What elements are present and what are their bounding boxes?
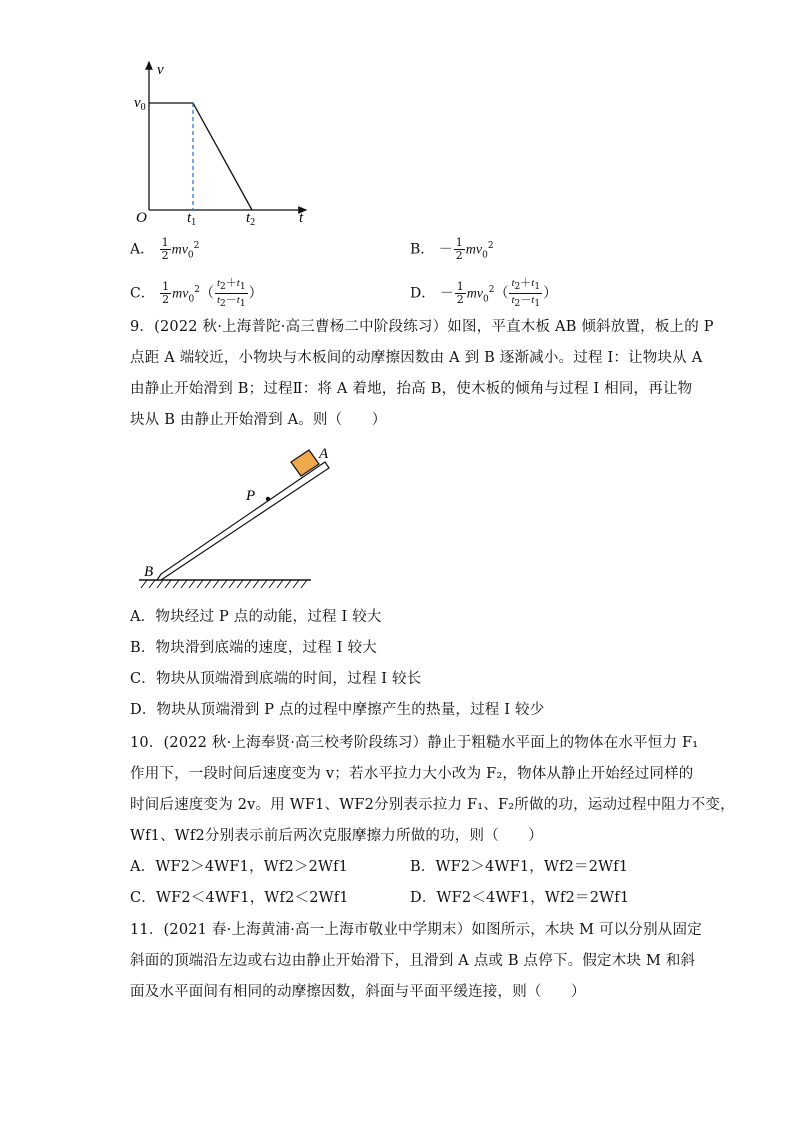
origin-label: O [136, 210, 147, 226]
q11-stem-line1: 11．(2021 春·上海黄浦·高一上海市敬业中学期末）如图所示，木块 M 可以分别从固定 [130, 922, 702, 938]
axis-v-label: v [157, 62, 164, 78]
q10-option-c[interactable]: C．WF2＜4WF1，Wf2＜2Wf1 [130, 890, 349, 906]
v0-label: $v_0$ [134, 95, 146, 113]
q9-stem-line4: 块从 B 由静止开始滑到 A。则（ ） [130, 412, 387, 428]
wooden-board [157, 462, 329, 580]
q9-option-c[interactable]: C．物块从顶端滑到底端的时间，过程 I 较长 [130, 671, 422, 687]
label-p: P [246, 488, 256, 504]
q10-option-a[interactable]: A．WF2＞4WF1，Wf2＞2Wf1 [130, 859, 349, 875]
t1-label: $t_1$ [187, 210, 197, 226]
q10-stem-line3: 时间后速度变为 2v。用 WF1、WF2分别表示拉力 F₁、F₂所做的功，运动过程中阻力不变， [130, 797, 735, 813]
q9-stem-line2: 点距 A 端较近，小物块与木板间的动摩擦因数由 A 到 B 逐渐减小。过程 I：让物块从 A [130, 350, 703, 366]
q10-stem-line4: Wf1、Wf2分别表示前后两次克服摩擦力所做的功，则（ ） [130, 828, 543, 844]
q10-option-b[interactable]: B．WF2＞4WF1，Wf2＝2Wf1 [410, 859, 629, 875]
q10-option-d[interactable]: D．WF2＜4WF1，Wf2＝2Wf1 [410, 890, 630, 906]
q8-option-d[interactable]: D． － $\frac{1}{2}$ $mv_0^2$（ $\frac{t_2+t_1}{t_2-t_1}$ ） [410, 276, 558, 310]
q8-option-b[interactable]: B． － $\frac{1}{2}$ $mv_0^2$ [410, 236, 494, 263]
q9-stem-line1: 9．(2022 秋·上海普陀·高三曹杨二中阶段练习）如图，平直木板 AB 倾斜放置，板上的 P [130, 319, 714, 335]
velocity-time-graph [130, 56, 320, 226]
ground-hatching [141, 580, 307, 588]
velocity-curve [149, 103, 252, 210]
q11-stem-line2: 斜面的顶端沿左边或右边由静止开始滑下，且滑到 A 点或 B 点停下。假定木块 M 和斜 [130, 953, 696, 969]
label-b: B [144, 564, 154, 580]
inclined-board-figure [135, 440, 335, 590]
q8-option-a[interactable]: A． $\frac{1}{2}$ $mv_0^2$ [130, 236, 200, 263]
q9-option-d[interactable]: D．物块从顶端滑到 P 点的过程中摩擦产生的热量，过程 I 较少 [130, 702, 545, 718]
t2-label: $t_2$ [246, 210, 256, 226]
q11-stem-line3: 面及水平面间有相同的动摩擦因数，斜面与平面平缓连接，则（ ） [130, 984, 586, 1000]
label-a: A [319, 446, 329, 462]
q10-stem-line2: 作用下，一段时间后速度变为 v；若水平拉力大小改为 F₂，物体从静止开始经过同样的 [130, 766, 694, 782]
axis-t-label: t [299, 210, 304, 226]
q10-stem-line1: 10．(2022 秋·上海奉贤·高三校考阶段练习）静止于粗糙水平面上的物体在水平恒力 F₁ [130, 735, 699, 751]
q9-stem-line3: 由静止开始滑到 B；过程Ⅱ：将 A 着地，抬高 B，使木板的倾角与过程 I 相同，再让物 [130, 381, 693, 397]
q9-option-a[interactable]: A．物块经过 P 点的动能，过程 I 较大 [130, 609, 382, 625]
point-p [266, 497, 270, 501]
q8-option-c[interactable]: C． $\frac{1}{2}$ $mv_0^2$（ $\frac{t_2+t_1}{t_2-t_1}$ ） [130, 276, 263, 310]
q9-option-b[interactable]: B．物块滑到底端的速度，过程 I 较大 [130, 640, 377, 656]
